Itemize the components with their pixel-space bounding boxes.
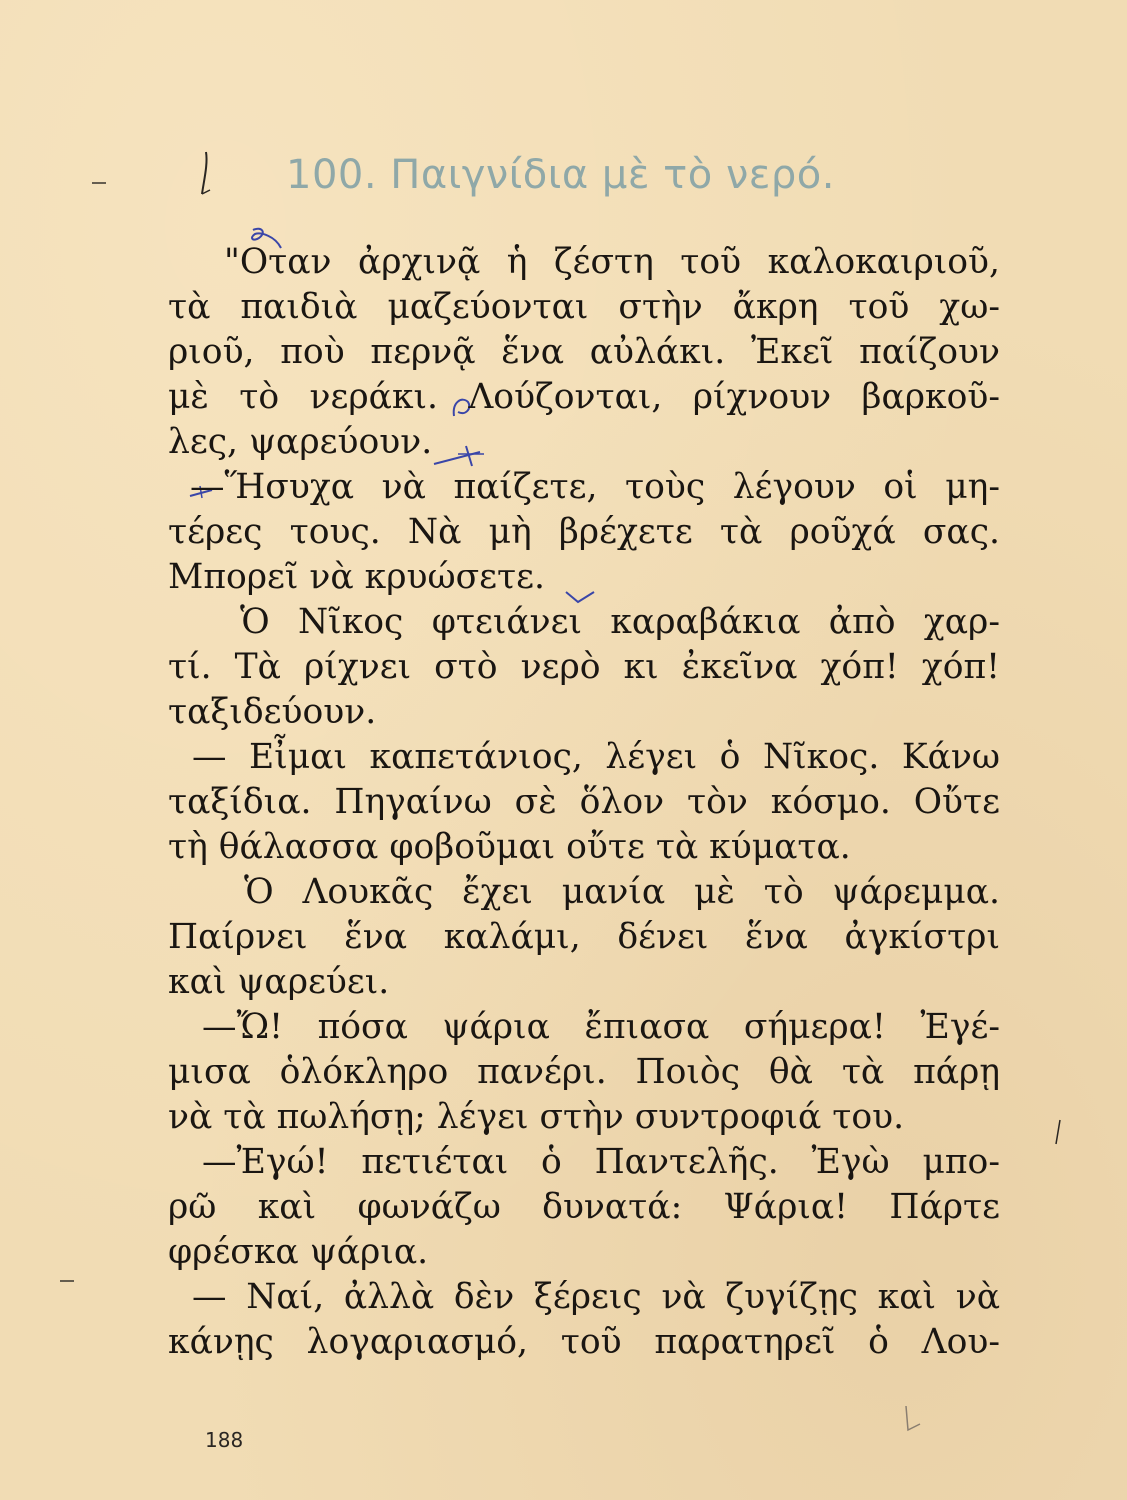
text-line: τί. Τὰ ρίχνει στὸ νερὸ κι ἐκεῖνα χόπ! χόπ! [168, 647, 1000, 687]
text-line: κάνῃς λογαριασμό, τοῦ παρατηρεῖ ὁ Λου- [168, 1322, 1000, 1362]
text-line: ρῶ καὶ φωνάζω δυνατά: Ψάρια! Πάρτε [168, 1187, 1000, 1227]
chapter-title: 100. Παιγνίδια μὲ τὸ νερό. [286, 152, 835, 198]
text-line: Παίρνει ἕνα καλάμι, δένει ἕνα ἀγκίστρι [168, 917, 1000, 957]
text-line: "Οταν ἀρχινᾷ ἡ ζέστη τοῦ καλοκαιριοῦ, [224, 242, 1000, 282]
text-line: —Ἥσυχα νὰ παίζετε, τοὺς λέγουν οἱ μη- [190, 467, 1000, 507]
handwritten-slash-mark [196, 150, 226, 198]
text-line: —Ὤ! πόσα ψάρια ἔπιασα σήμερα! Ἐγέ- [202, 1007, 1000, 1047]
paragraph [168, 735, 1000, 870]
text-line: καὶ ψαρεύει. [168, 962, 390, 1002]
paragraph [168, 240, 1000, 465]
margin-tick-mark [92, 182, 106, 184]
chapter-heading [196, 150, 956, 210]
text-line: —Ἐγώ! πετιέται ὁ Παντελῆς. Ἐγὼ μπο- [202, 1142, 1000, 1182]
text-line: ταξίδια. Πηγαίνω σὲ ὅλον τὸν κόσμο. Οὔτε [168, 782, 1000, 822]
paragraph [168, 465, 1000, 600]
text-line: ριοῦ, ποὺ περνᾷ ἕνα αὐλάκι. Ἐκεῖ παίζουν [168, 332, 1000, 372]
paragraph [168, 870, 1000, 1005]
text-line: μὲ τὸ νεράκι. Λούζονται, ρίχνουν βαρκοῦ- [168, 377, 1000, 417]
page-number: 188 [205, 1428, 244, 1452]
pencil-margin-mark [1052, 1118, 1064, 1148]
text-line: μισα ὁλόκληρο πανέρι. Ποιὸς θὰ τὰ πάρῃ [168, 1052, 1000, 1092]
text-line: Ὁ Λουκᾶς ἔχει μανία μὲ τὸ ψάρεμμα. [244, 872, 1000, 912]
text-line: Μπορεῖ νὰ κρυώσετε. [168, 557, 545, 597]
text-line: τὴ θάλασσα φοβοῦμαι οὔτε τὰ κύματα. [168, 827, 851, 867]
text-line: ταξιδεύουν. [168, 692, 377, 732]
text-line: νὰ τὰ πωλήσῃ; λέγει στὴν συντροφιά του. [168, 1097, 905, 1137]
pencil-margin-mark [896, 1400, 926, 1440]
paragraph [168, 600, 1000, 735]
paragraph [168, 1140, 1000, 1275]
paragraph [168, 1275, 1000, 1365]
text-line: λες, ψαρεύουν. [168, 422, 433, 462]
paragraph [168, 1005, 1000, 1140]
text-line: — Εἶμαι καπετάνιος, λέγει ὁ Νῖκος. Κάνω [192, 737, 1000, 777]
body-text [168, 240, 1000, 1365]
text-line: φρέσκα ψάρια. [168, 1232, 429, 1272]
text-line: τέρες τους. Νὰ μὴ βρέχετε τὰ ροῦχά σας. [168, 512, 1000, 552]
text-line: Ὁ Νῖκος φτειάνει καραβάκια ἀπὸ χαρ- [240, 602, 1000, 642]
margin-tick-mark [60, 1280, 74, 1282]
text-line: τὰ παιδιὰ μαζεύονται στὴν ἄκρη τοῦ χω- [168, 287, 1000, 327]
text-line: — Ναί, ἀλλὰ δὲν ξέρεις νὰ ζυγίζῃς καὶ νὰ [192, 1277, 1000, 1317]
